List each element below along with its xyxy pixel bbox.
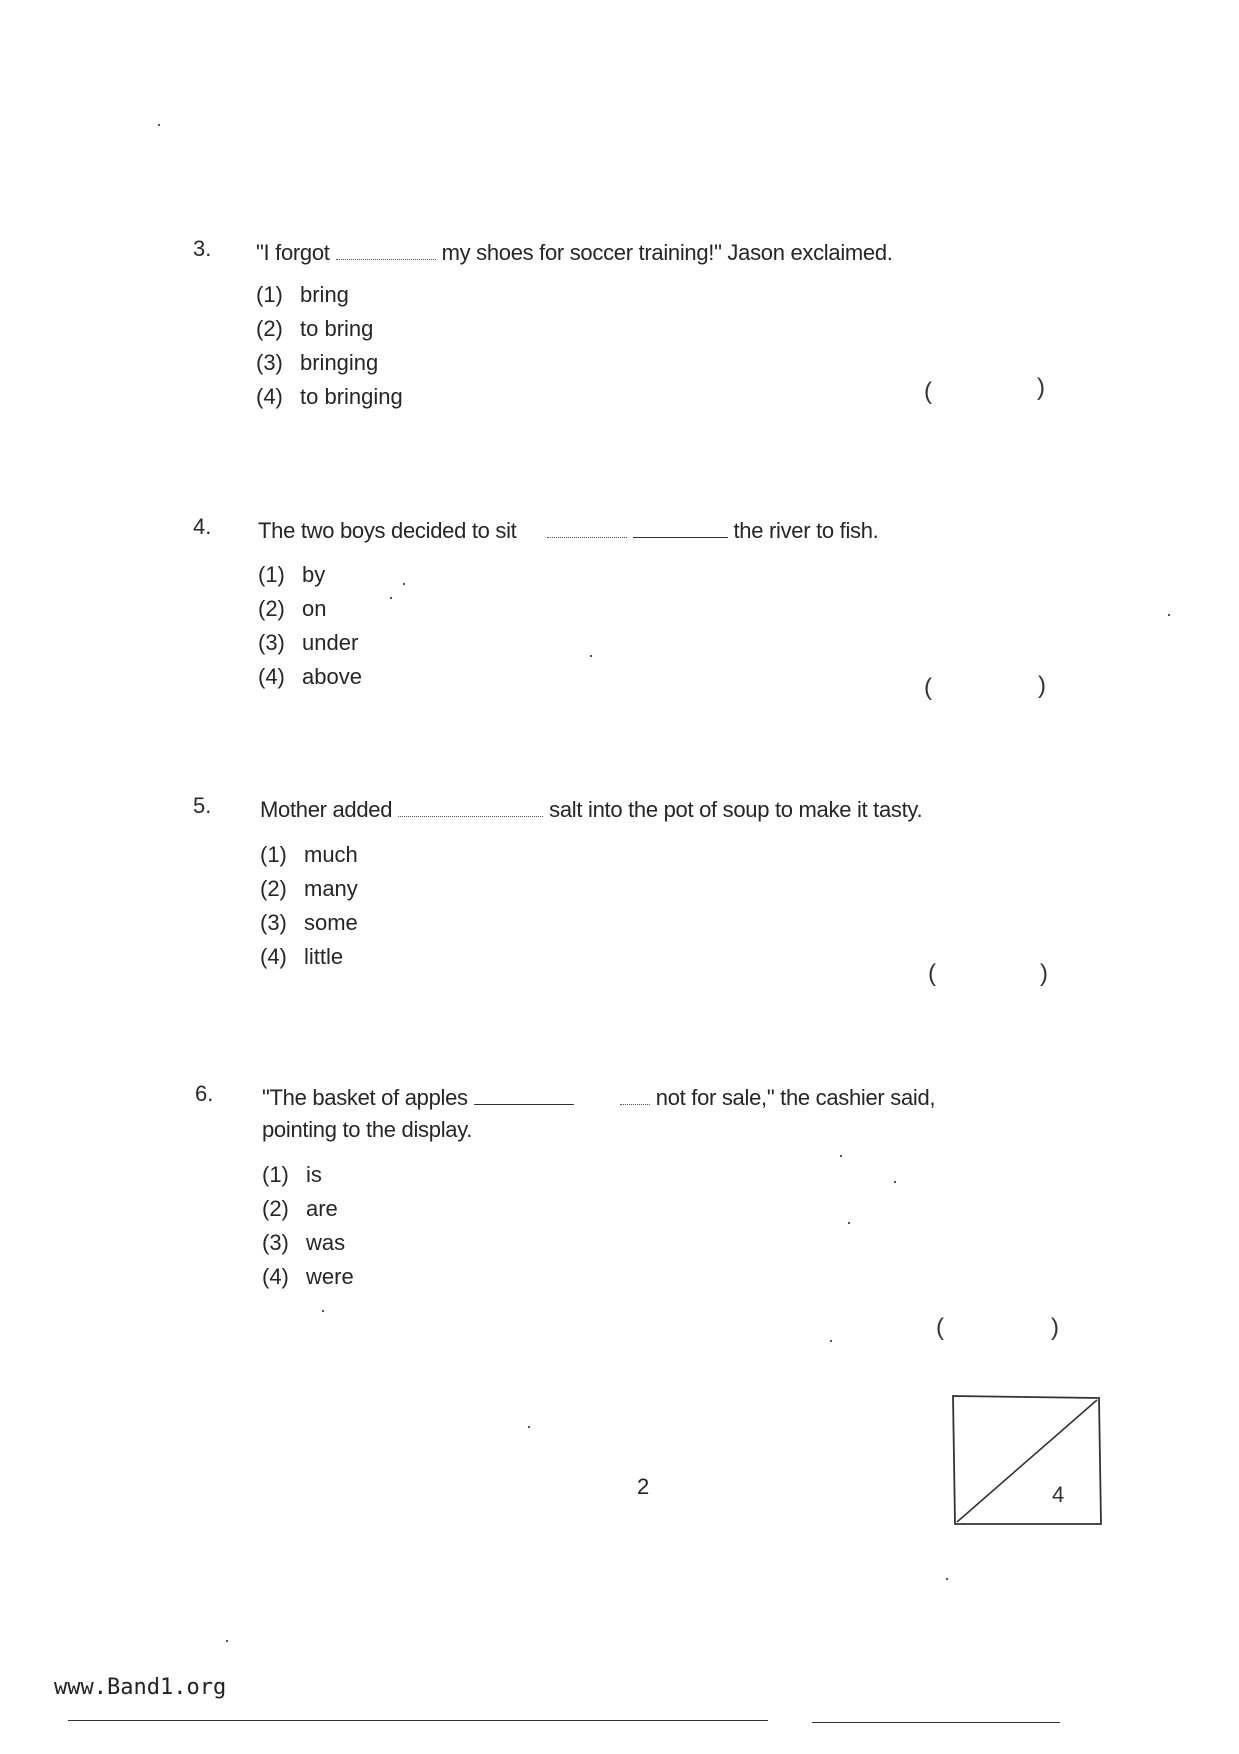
footer-rule-right (812, 1722, 1060, 1723)
question-6-answer-paren-open: ( (936, 1314, 944, 1341)
question-6-answer-paren-close: ) (1051, 1314, 1059, 1341)
option-number: (3) (260, 910, 287, 935)
option-text: by (302, 562, 326, 587)
question-3-stem-after: my shoes for soccer training!" Jason exclaimed. (441, 240, 893, 265)
question-4-answer-paren-open: ( (924, 674, 932, 701)
question-3-option-3[interactable] (256, 346, 403, 380)
option-number: (1) (260, 842, 287, 867)
option-text: to bring (300, 316, 374, 341)
scan-speck (1168, 614, 1170, 616)
option-number: (2) (256, 316, 283, 341)
scan-speck (894, 1181, 896, 1183)
question-6-stem-before: "The basket of apples (262, 1085, 468, 1110)
question-3-stem (256, 240, 893, 266)
question-6-option-4[interactable] (262, 1260, 354, 1294)
question-5-answer-paren-open: ( (928, 960, 936, 987)
question-4-stem (258, 518, 879, 544)
question-4-blank[interactable] (633, 523, 728, 538)
question-6-blank[interactable] (474, 1090, 574, 1105)
question-5-stem (260, 797, 922, 823)
question-3-number: 3. (193, 236, 212, 261)
question-3-blank[interactable] (336, 245, 436, 260)
question-5-option-4[interactable] (260, 940, 358, 974)
question-4-stem-after: the river to fish. (733, 518, 879, 543)
option-number: (2) (258, 596, 285, 621)
question-6-answer-box[interactable] (958, 1314, 1048, 1344)
question-5-number: 5. (193, 793, 212, 818)
question-5-answer-box[interactable] (948, 960, 1038, 990)
question-5-stem-after: salt into the pot of soup to make it tasty. (549, 797, 923, 822)
question-6-stem-after: not for sale," the cashier said, (655, 1085, 936, 1110)
option-text: is (306, 1162, 322, 1187)
option-text: to bringing (300, 384, 403, 409)
question-6-option-2[interactable] (262, 1192, 354, 1226)
option-number: (3) (256, 350, 283, 375)
question-4-answer-paren-close: ) (1038, 672, 1046, 699)
question-6-option-1[interactable] (262, 1158, 354, 1192)
question-3-answer-paren-close: ) (1037, 374, 1045, 401)
option-number: (1) (262, 1162, 289, 1187)
option-number: (3) (262, 1230, 289, 1255)
scan-speck (322, 1310, 324, 1312)
scan-speck (528, 1426, 530, 1428)
question-5-blank[interactable] (398, 802, 543, 817)
option-number: (4) (258, 664, 285, 689)
option-number: (1) (256, 282, 283, 307)
option-text: above (302, 664, 362, 689)
scan-speck (840, 1155, 842, 1157)
option-number: (4) (262, 1264, 289, 1289)
option-number: (2) (262, 1196, 289, 1221)
question-6-stem (262, 1085, 935, 1111)
page-number: 2 (637, 1474, 650, 1499)
question-6-blank-dots (620, 1090, 650, 1105)
option-text: much (304, 842, 358, 867)
question-5-option-3[interactable] (260, 906, 358, 940)
option-number: (2) (260, 876, 287, 901)
question-4-option-4[interactable] (258, 660, 362, 694)
watermark-site: www.Band1.org (54, 1675, 227, 1700)
option-number: (4) (260, 944, 287, 969)
question-3-option-4[interactable] (256, 380, 403, 414)
question-6-stem-line2: pointing to the display. (262, 1117, 473, 1142)
scan-speck (226, 1640, 228, 1642)
scan-speck (390, 597, 392, 599)
question-6-options (262, 1158, 354, 1294)
question-5-stem-before: Mother added (260, 797, 393, 822)
question-3-answer-paren-open: ( (924, 378, 932, 405)
question-5-options (260, 838, 358, 974)
option-number: (4) (256, 384, 283, 409)
scan-speck (158, 124, 160, 126)
question-3-stem-before: "I forgot (256, 240, 330, 265)
scan-speck (946, 1578, 948, 1580)
option-text: some (304, 910, 358, 935)
option-text: many (304, 876, 358, 901)
question-3-options (256, 278, 403, 414)
option-text: bring (300, 282, 349, 307)
score-box-value: 4 (1052, 1482, 1065, 1507)
question-5-option-2[interactable] (260, 872, 358, 906)
question-4-options (258, 558, 362, 694)
question-3-option-1[interactable] (256, 278, 403, 312)
question-5-option-1[interactable] (260, 838, 358, 872)
option-text: on (302, 596, 327, 621)
option-text: was (306, 1230, 346, 1255)
question-4-number: 4. (193, 514, 212, 539)
score-box-frame (949, 1392, 1107, 1530)
score-box (949, 1392, 1107, 1530)
question-4-stem-before: The two boys decided to sit (258, 518, 517, 543)
question-5-answer-paren-close: ) (1040, 960, 1048, 987)
scan-speck (590, 655, 592, 657)
scan-speck (848, 1222, 850, 1224)
option-text: are (306, 1196, 338, 1221)
question-6-number: 6. (195, 1081, 214, 1106)
option-number: (3) (258, 630, 285, 655)
question-4-blank-dots (547, 523, 627, 538)
scan-speck (830, 1340, 832, 1342)
question-3-option-2[interactable] (256, 312, 403, 346)
option-text: bringing (300, 350, 379, 375)
question-4-answer-box[interactable] (945, 674, 1035, 704)
scan-speck (403, 583, 405, 585)
option-text: little (304, 944, 344, 969)
footer-rule-left (68, 1720, 768, 1721)
question-4-option-2[interactable] (258, 592, 362, 626)
option-text: under (302, 630, 359, 655)
question-4-option-3[interactable] (258, 626, 362, 660)
question-6-option-3[interactable] (262, 1226, 354, 1260)
option-text: were (306, 1264, 354, 1289)
option-number: (1) (258, 562, 285, 587)
question-3-answer-box[interactable] (945, 378, 1035, 408)
question-4-option-1[interactable] (258, 558, 362, 592)
